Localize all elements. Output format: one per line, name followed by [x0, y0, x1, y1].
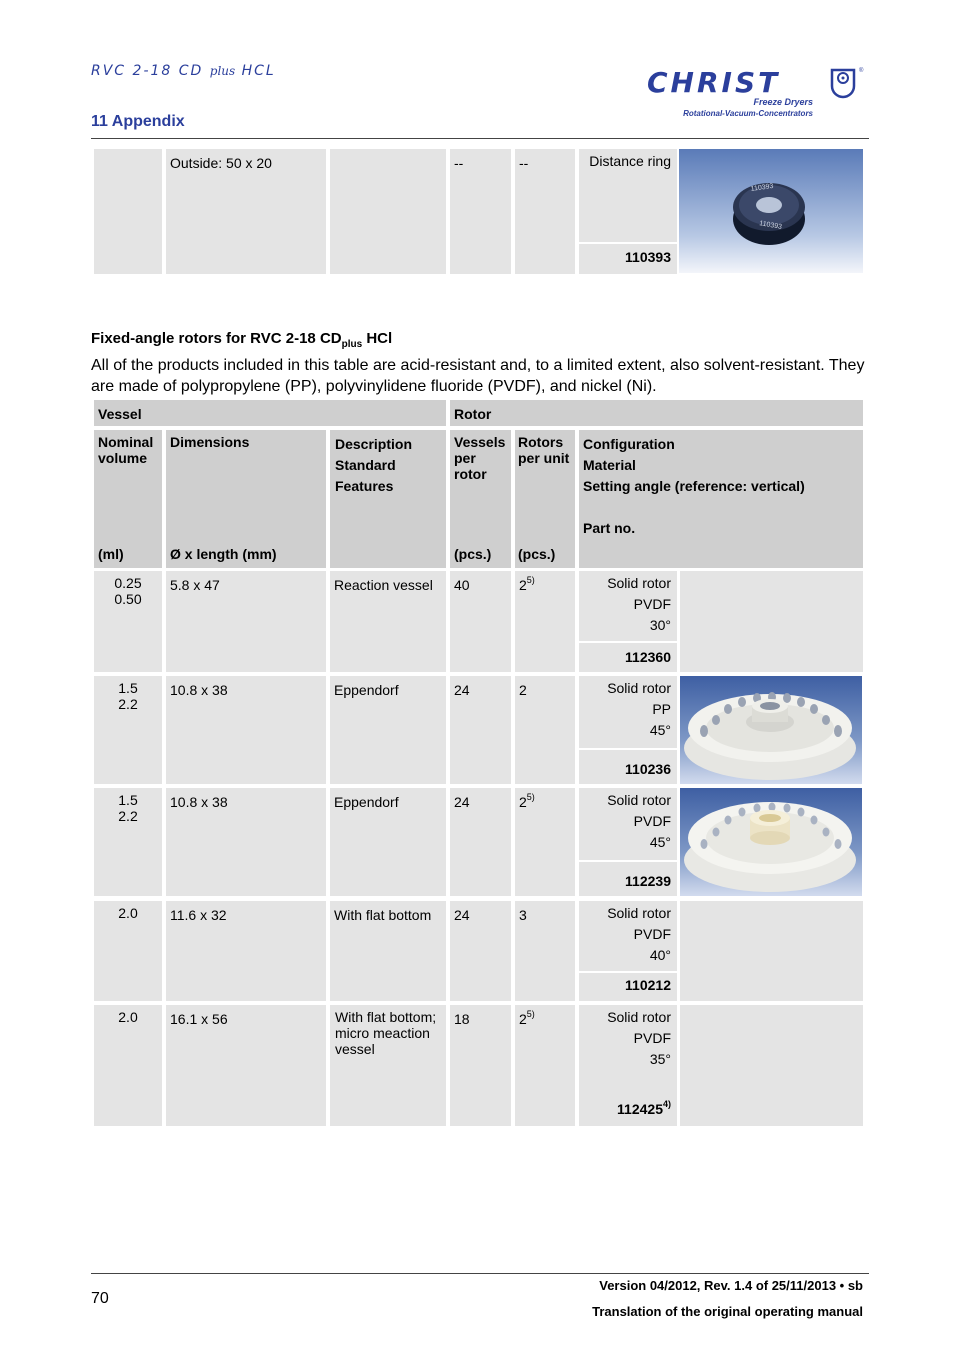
row-1-angle: 30° [649, 617, 671, 633]
logo-tagline-1: Freeze Dryers [753, 97, 813, 107]
col-rotors-line2: per unit [518, 450, 570, 466]
row-4-angle: 40° [649, 947, 671, 963]
table-heading-sub: plus [341, 339, 363, 350]
row-5-angle: 35° [649, 1051, 671, 1067]
distance-ring-photo [679, 149, 863, 273]
row-2-material: PP [652, 701, 671, 717]
group-header-rotor: Rotor [450, 400, 863, 426]
ring-engraving-1: 110393 [750, 182, 774, 193]
row-5-desc-2: micro meaction [335, 1025, 430, 1041]
top-config-text: Distance ring [589, 153, 671, 169]
table-row-1-volume [94, 571, 162, 672]
table-row-3-volume [94, 788, 162, 896]
top-part-no: 110393 [625, 249, 671, 265]
christ-logo [645, 62, 865, 120]
logo-brand-text: CHRIST [647, 66, 781, 99]
row-2-volume-2: 2.2 [118, 696, 138, 712]
col-desc-line3: Features [335, 478, 394, 494]
top-cell-description [330, 149, 446, 274]
row-3-dimensions: 10.8 x 38 [166, 788, 326, 896]
col-header-nominal [94, 430, 162, 568]
col-nominal-unit: (ml) [98, 546, 124, 562]
row-1-volume-2: 0.50 [114, 591, 142, 607]
row-5-dimensions: 16.1 x 56 [166, 1005, 326, 1126]
row-3-cfg: Solid rotor [607, 792, 671, 808]
intro-paragraph: All of the products included in this table are acid-resistant and, to a limited extent, also solvent-resistant. They are made of polypropylene (PP), polyvinylidene fluoride (PVDF), and nickel (Ni). [91, 357, 865, 395]
row-3-rotors-value: 2 [519, 794, 527, 810]
rotor-photo-pp [680, 676, 862, 784]
version-info: Version 04/2012, Rev. 1.4 of 25/11/2013 • sb [599, 1278, 863, 1293]
row-4-photo-empty [680, 901, 863, 1001]
row-2-rotors-value: 2 [519, 682, 527, 698]
divider [579, 242, 677, 244]
row-5-config [579, 1005, 677, 1126]
row-1-volume-1: 0.25 [114, 575, 142, 591]
table-heading-suffix: HCl [362, 330, 393, 347]
col-header-description [330, 430, 446, 568]
row-2-part-no: 110236 [625, 761, 671, 777]
row-5-material: PVDF [633, 1030, 671, 1046]
row-2-cfg: Solid rotor [607, 680, 671, 696]
row-4-rotors [515, 901, 575, 1001]
divider [579, 860, 677, 862]
row-3-angle: 45° [649, 834, 671, 850]
row-2-config [579, 676, 677, 784]
row-4-volume-1: 2.0 [118, 905, 138, 921]
row-1-rotors-value: 2 [519, 577, 527, 593]
col-dimensions-label: Dimensions [170, 434, 250, 450]
row-5-part-no-wrap [617, 1101, 671, 1117]
row-3-vessels: 24 [450, 788, 511, 896]
col-vessels-line1: Vessels [454, 434, 506, 450]
row-5-photo-empty [680, 1005, 863, 1126]
section-title: 11 Appendix [91, 113, 185, 130]
group-header-vessel: Vessel [94, 400, 446, 426]
top-cell-config [579, 149, 677, 274]
row-4-config [579, 901, 677, 1001]
col-vessels-line3: rotor [454, 466, 487, 482]
col-dimensions-unit: Ø x length (mm) [170, 546, 277, 562]
doc-title-main: RVC 2-18 CD [91, 63, 204, 79]
col-vessels-line2: per [454, 450, 476, 466]
row-3-part-no: 112239 [625, 873, 671, 889]
row-1-cfg: Solid rotor [607, 575, 671, 591]
divider [579, 641, 677, 643]
row-1-rotors-note: 5) [526, 575, 535, 585]
row-1-photo-empty [680, 571, 863, 672]
logo-emblem-icon [832, 70, 854, 97]
row-5-desc-1: With flat bottom; [335, 1009, 437, 1025]
row-5-description [330, 1005, 446, 1126]
divider [579, 748, 677, 750]
row-3-volume-2: 2.2 [118, 808, 138, 824]
table-row-4-volume [94, 901, 162, 1001]
row-3-volume-1: 1.5 [118, 792, 138, 808]
col-header-configuration [579, 430, 863, 568]
row-1-dimensions: 5.8 x 47 [166, 571, 326, 672]
row-4-cfg: Solid rotor [607, 905, 671, 921]
header-rule [91, 138, 869, 139]
col-cfg-line2: Material [583, 457, 636, 473]
row-2-vessels: 24 [450, 676, 511, 784]
document-title [91, 63, 276, 79]
row-3-description: Eppendorf [330, 788, 446, 896]
col-cfg-line4: Part no. [583, 520, 636, 536]
row-1-config [579, 571, 677, 672]
row-1-vessels: 40 [450, 571, 511, 672]
row-4-material: PVDF [633, 926, 671, 942]
row-2-volume-1: 1.5 [118, 680, 138, 696]
footer-rule [91, 1273, 869, 1274]
row-3-rotors [515, 788, 575, 896]
ring-engraving-2: 110393 [758, 220, 783, 231]
row-1-part-no: 112360 [625, 649, 671, 665]
row-5-vessels: 18 [450, 1005, 511, 1126]
top-cell-rotors: -- [515, 149, 575, 274]
row-5-volume-1: 2.0 [118, 1009, 138, 1025]
col-rotors-line1: Rotors [518, 434, 564, 450]
row-5-cfg: Solid rotor [607, 1009, 671, 1025]
row-1-material: PVDF [633, 596, 671, 612]
top-cell-dimensions: Outside: 50 x 20 [166, 149, 326, 274]
doc-title-end: HCL [241, 63, 276, 79]
col-nominal-line1: Nominal [98, 434, 154, 450]
rotor-photo-pvdf [680, 788, 862, 896]
row-4-description: With flat bottom [330, 901, 446, 1001]
row-4-part-no: 110212 [625, 977, 671, 993]
row-3-config [579, 788, 677, 896]
row-2-description: Eppendorf [330, 676, 446, 784]
divider [579, 971, 677, 973]
col-vessels-unit: (pcs.) [454, 546, 492, 562]
row-4-rotors-value: 3 [519, 907, 527, 923]
col-nominal-line2: volume [98, 450, 148, 466]
row-5-rotors-value: 2 [519, 1011, 527, 1027]
row-3-material: PVDF [633, 813, 671, 829]
col-header-rotors [515, 430, 575, 568]
row-4-vessels: 24 [450, 901, 511, 1001]
svg-text:®: ® [859, 68, 864, 74]
row-2-angle: 45° [649, 722, 671, 738]
col-cfg-line3: Setting angle (reference: vertical) [583, 478, 805, 494]
logo-tagline-2: Rotational-Vacuum-Concentrators [683, 109, 813, 118]
col-rotors-unit: (pcs.) [518, 546, 556, 562]
row-4-dimensions: 11.6 x 32 [166, 901, 326, 1001]
row-5-rotors-note: 5) [526, 1009, 535, 1019]
col-header-vessels [450, 430, 511, 568]
row-2-dimensions: 10.8 x 38 [166, 676, 326, 784]
row-5-part-note: 4) [662, 1099, 671, 1109]
top-cell-vessels: -- [450, 149, 511, 274]
table-heading [91, 330, 393, 350]
row-1-rotors [515, 571, 575, 672]
row-5-rotors [515, 1005, 575, 1126]
row-2-rotors [515, 676, 575, 784]
table-row-2-volume [94, 676, 162, 784]
doc-title-plus: plus [209, 64, 236, 78]
row-1-description: Reaction vessel [330, 571, 446, 672]
col-desc-line1: Description [335, 436, 413, 452]
row-5-part-no: 112425 [617, 1101, 663, 1117]
col-desc-line2: Standard [335, 457, 396, 473]
page-number: 70 [91, 1290, 109, 1307]
top-cell-volume [94, 149, 162, 274]
table-row-5-volume [94, 1005, 162, 1126]
translation-note: Translation of the original operating manual [592, 1304, 863, 1319]
col-header-dimensions [166, 430, 326, 568]
row-5-desc-3: vessel [335, 1041, 375, 1057]
col-cfg-line1: Configuration [583, 436, 675, 452]
table-heading-prefix: Fixed-angle rotors for RVC 2-18 CD [91, 330, 342, 347]
row-3-rotors-note: 5) [526, 792, 535, 802]
